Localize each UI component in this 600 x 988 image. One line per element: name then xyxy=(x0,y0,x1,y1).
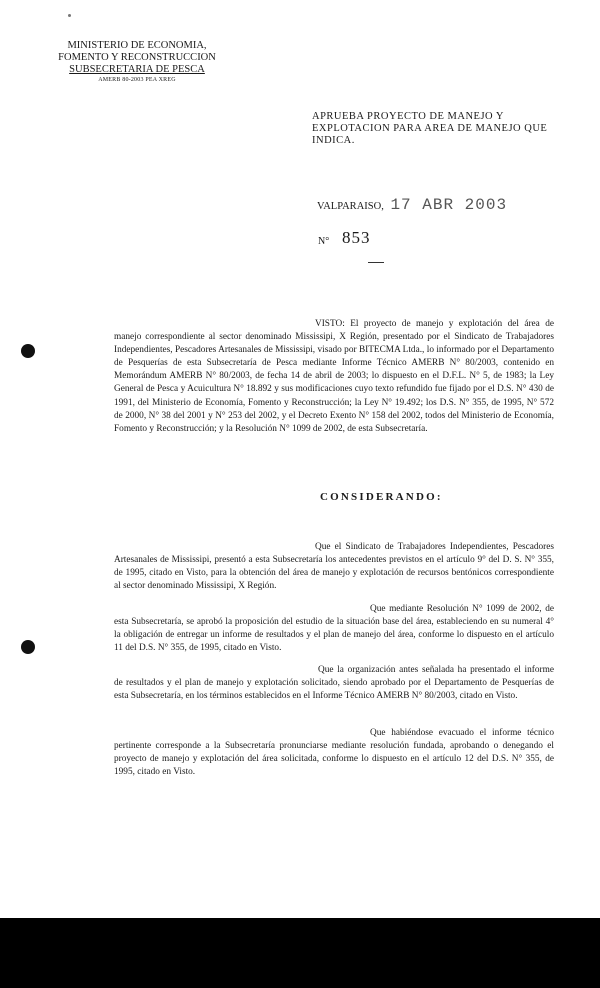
number-underline xyxy=(368,262,384,263)
visto-text: El proyecto de manejo y explotación del área de manejo correspondiente al sector denominado Mississipi, X Región, presentado por el Sindicato de Trabajadores Independientes, Pescadores Artesanales de Mississipi, visado por BITECMA Ltda., lo informado por el Departamento de Pesquerías de esta Subsecretaría de Pesca mediante Informe Técnico AMERB N° 80/2003, contenido en Memorándum AMERB N° 80/2003, de fecha 14 de abril de 2003; lo dispuesto en el D.F.L. N° 5, de 1983; la Ley General de Pesca y Acuicultura N° 18.892 y sus modificaciones cuyo texto refundido fue fijado por el D.S. N° 430 de 1991, del Ministerio de Economía, Fomento y Reconstrucción; la Ley N° 19.492; los D.S. N° 355, de 1995, N° 572 de 2000, N° 38 del 2001 y N° 253 del 2002, y el Decreto Exento N° 158 del 2002, todos del Ministerio de Economía, Fomento y Reconstrucción; y la Resolución N° 1099 de 2002, de esta Subsecretaría. xyxy=(114,319,554,434)
resolution-number xyxy=(318,228,371,247)
scan-speck xyxy=(68,14,71,17)
header-line-2: FOMENTO Y RECONSTRUCCION xyxy=(58,52,216,63)
number-label: N° xyxy=(318,236,330,247)
resolution-title: APRUEBA PROYECTO DE MANEJO Y EXPLOTACION PARA AREA DE MANEJO QUE INDICA. xyxy=(312,111,548,146)
ministry-header xyxy=(52,40,222,84)
considerando-heading: CONSIDERANDO: xyxy=(320,491,443,503)
header-line-1: MINISTERIO DE ECONOMIA, xyxy=(67,40,207,51)
punch-hole-top xyxy=(21,344,35,358)
date-stamp: 17 ABR 2003 xyxy=(390,196,508,214)
header-line-3: SUBSECRETARIA DE PESCA xyxy=(69,64,205,75)
punch-hole-bottom xyxy=(21,640,35,654)
visto-lead: VISTO: xyxy=(315,319,345,329)
header-reference: AMERB 80-2003 PEA XREG xyxy=(98,77,176,83)
scan-bottom-border xyxy=(0,918,600,988)
visto-paragraph xyxy=(114,318,554,436)
considerando-paragraph-3: Que la organización antes señalada ha presentado el informe de resultados y el plan de manejo y explotación solicitado, siendo aprobado por el Departamento de Pesquerías de esta Subsecretaría, en los términos establecidos en el Informe Técnico AMERB N° 80/2003, citado en Visto. xyxy=(114,665,554,702)
place-label: VALPARAISO, xyxy=(317,201,384,212)
considerando-paragraph-2: Que mediante Resolución N° 1099 de 2002, de esta Subsecretaría, se aprobó la proposición del estudio de la situación base del área, estableciendo en su numeral 4° la obligación de entregar un informe de resultados y el plan de manejo del área, conforme lo dispuesto en el artículo 11 del D.S. N° 355, de 1995, citado en Visto. xyxy=(114,604,554,654)
considerando-paragraph-1: Que el Sindicato de Trabajadores Independientes, Pescadores Artesanales de Mississipi, presentó a esta Subsecretaría los antecedentes previstos en el artículo 9° del D. S. N° 355, de 1995, citado en Visto, para la obtención del área de manejo y explotación de recursos bentónicos correspondiente al sector denominado Mississipi, X Región. xyxy=(114,542,554,592)
considerando-paragraph-4: Que habiéndose evacuado el informe técnico pertinente corresponde a la Subsecretaría pronunciarse mediante resolución fundada, aprobando o denegando el proyecto de manejo y explotación del área solicitada, conforme lo dispuesto en el artículo 12 del D.S. N° 355, de 1995, citado en Visto. xyxy=(114,728,554,778)
number-value: 853 xyxy=(342,228,371,247)
place-date xyxy=(317,196,507,214)
